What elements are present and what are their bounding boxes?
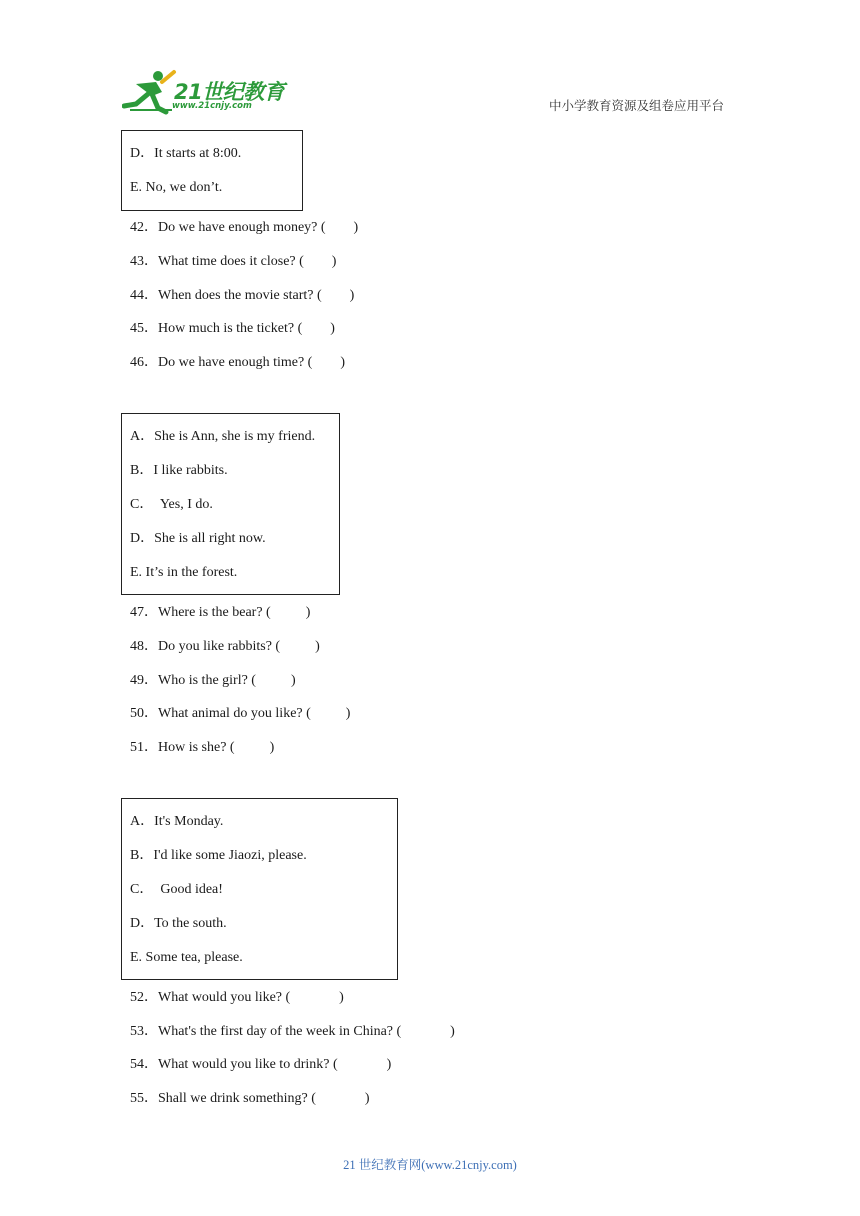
question-item: 48．Do you like rabbits? ( ): [130, 639, 320, 654]
question-item: 44．When does the movie start? ( ): [130, 288, 355, 303]
option-item: E. Some tea, please.: [130, 950, 243, 965]
question-item: 52．What would you like? ( ): [130, 990, 344, 1005]
question-item: 47．Where is the bear? ( ): [130, 605, 311, 620]
options-box-1: [121, 130, 303, 211]
option-item: C． Good idea!: [130, 882, 223, 897]
logo-text: 21世纪教育: [174, 80, 285, 104]
option-item: D．To the south.: [130, 916, 227, 931]
question-item: 49．Who is the girl? ( ): [130, 673, 296, 688]
question-item: 55．Shall we drink something? ( ): [130, 1091, 370, 1106]
option-item: A．She is Ann, she is my friend.: [130, 429, 316, 444]
option-item: D．She is all right now.: [130, 531, 266, 546]
option-item: C． Yes, I do.: [130, 497, 213, 512]
option-item: A．It's Monday.: [130, 814, 224, 829]
option-item: E. It’s in the forest.: [130, 565, 238, 580]
question-item: 54．What would you like to drink? ( ): [130, 1057, 392, 1072]
header-platform-text: 中小学教育资源及组卷应用平台: [549, 99, 725, 113]
running-man-icon: [122, 68, 178, 116]
question-item: 51．How is she? ( ): [130, 740, 275, 755]
question-item: 46．Do we have enough time? ( ): [130, 355, 345, 370]
site-logo: [122, 68, 292, 116]
question-item: 45．How much is the ticket? ( ): [130, 321, 335, 336]
option-item: B．I like rabbits.: [130, 463, 228, 478]
option-item: E. No, we don’t.: [130, 180, 223, 195]
question-item: 50．What animal do you like? ( ): [130, 706, 351, 721]
question-item: 53．What's the first day of the week in China? ( ): [130, 1024, 455, 1039]
option-item: B．I'd like some Jiaozi, please.: [130, 848, 307, 863]
question-item: 43．What time does it close? ( ): [130, 254, 337, 269]
question-item: 42．Do we have enough money? ( ): [130, 220, 359, 235]
logo-url: www.21cnjy.com: [172, 101, 252, 111]
page-footer: 21 世纪教育网(www.21cnjy.com): [343, 1158, 517, 1172]
option-item: D．It starts at 8:00.: [130, 146, 242, 161]
